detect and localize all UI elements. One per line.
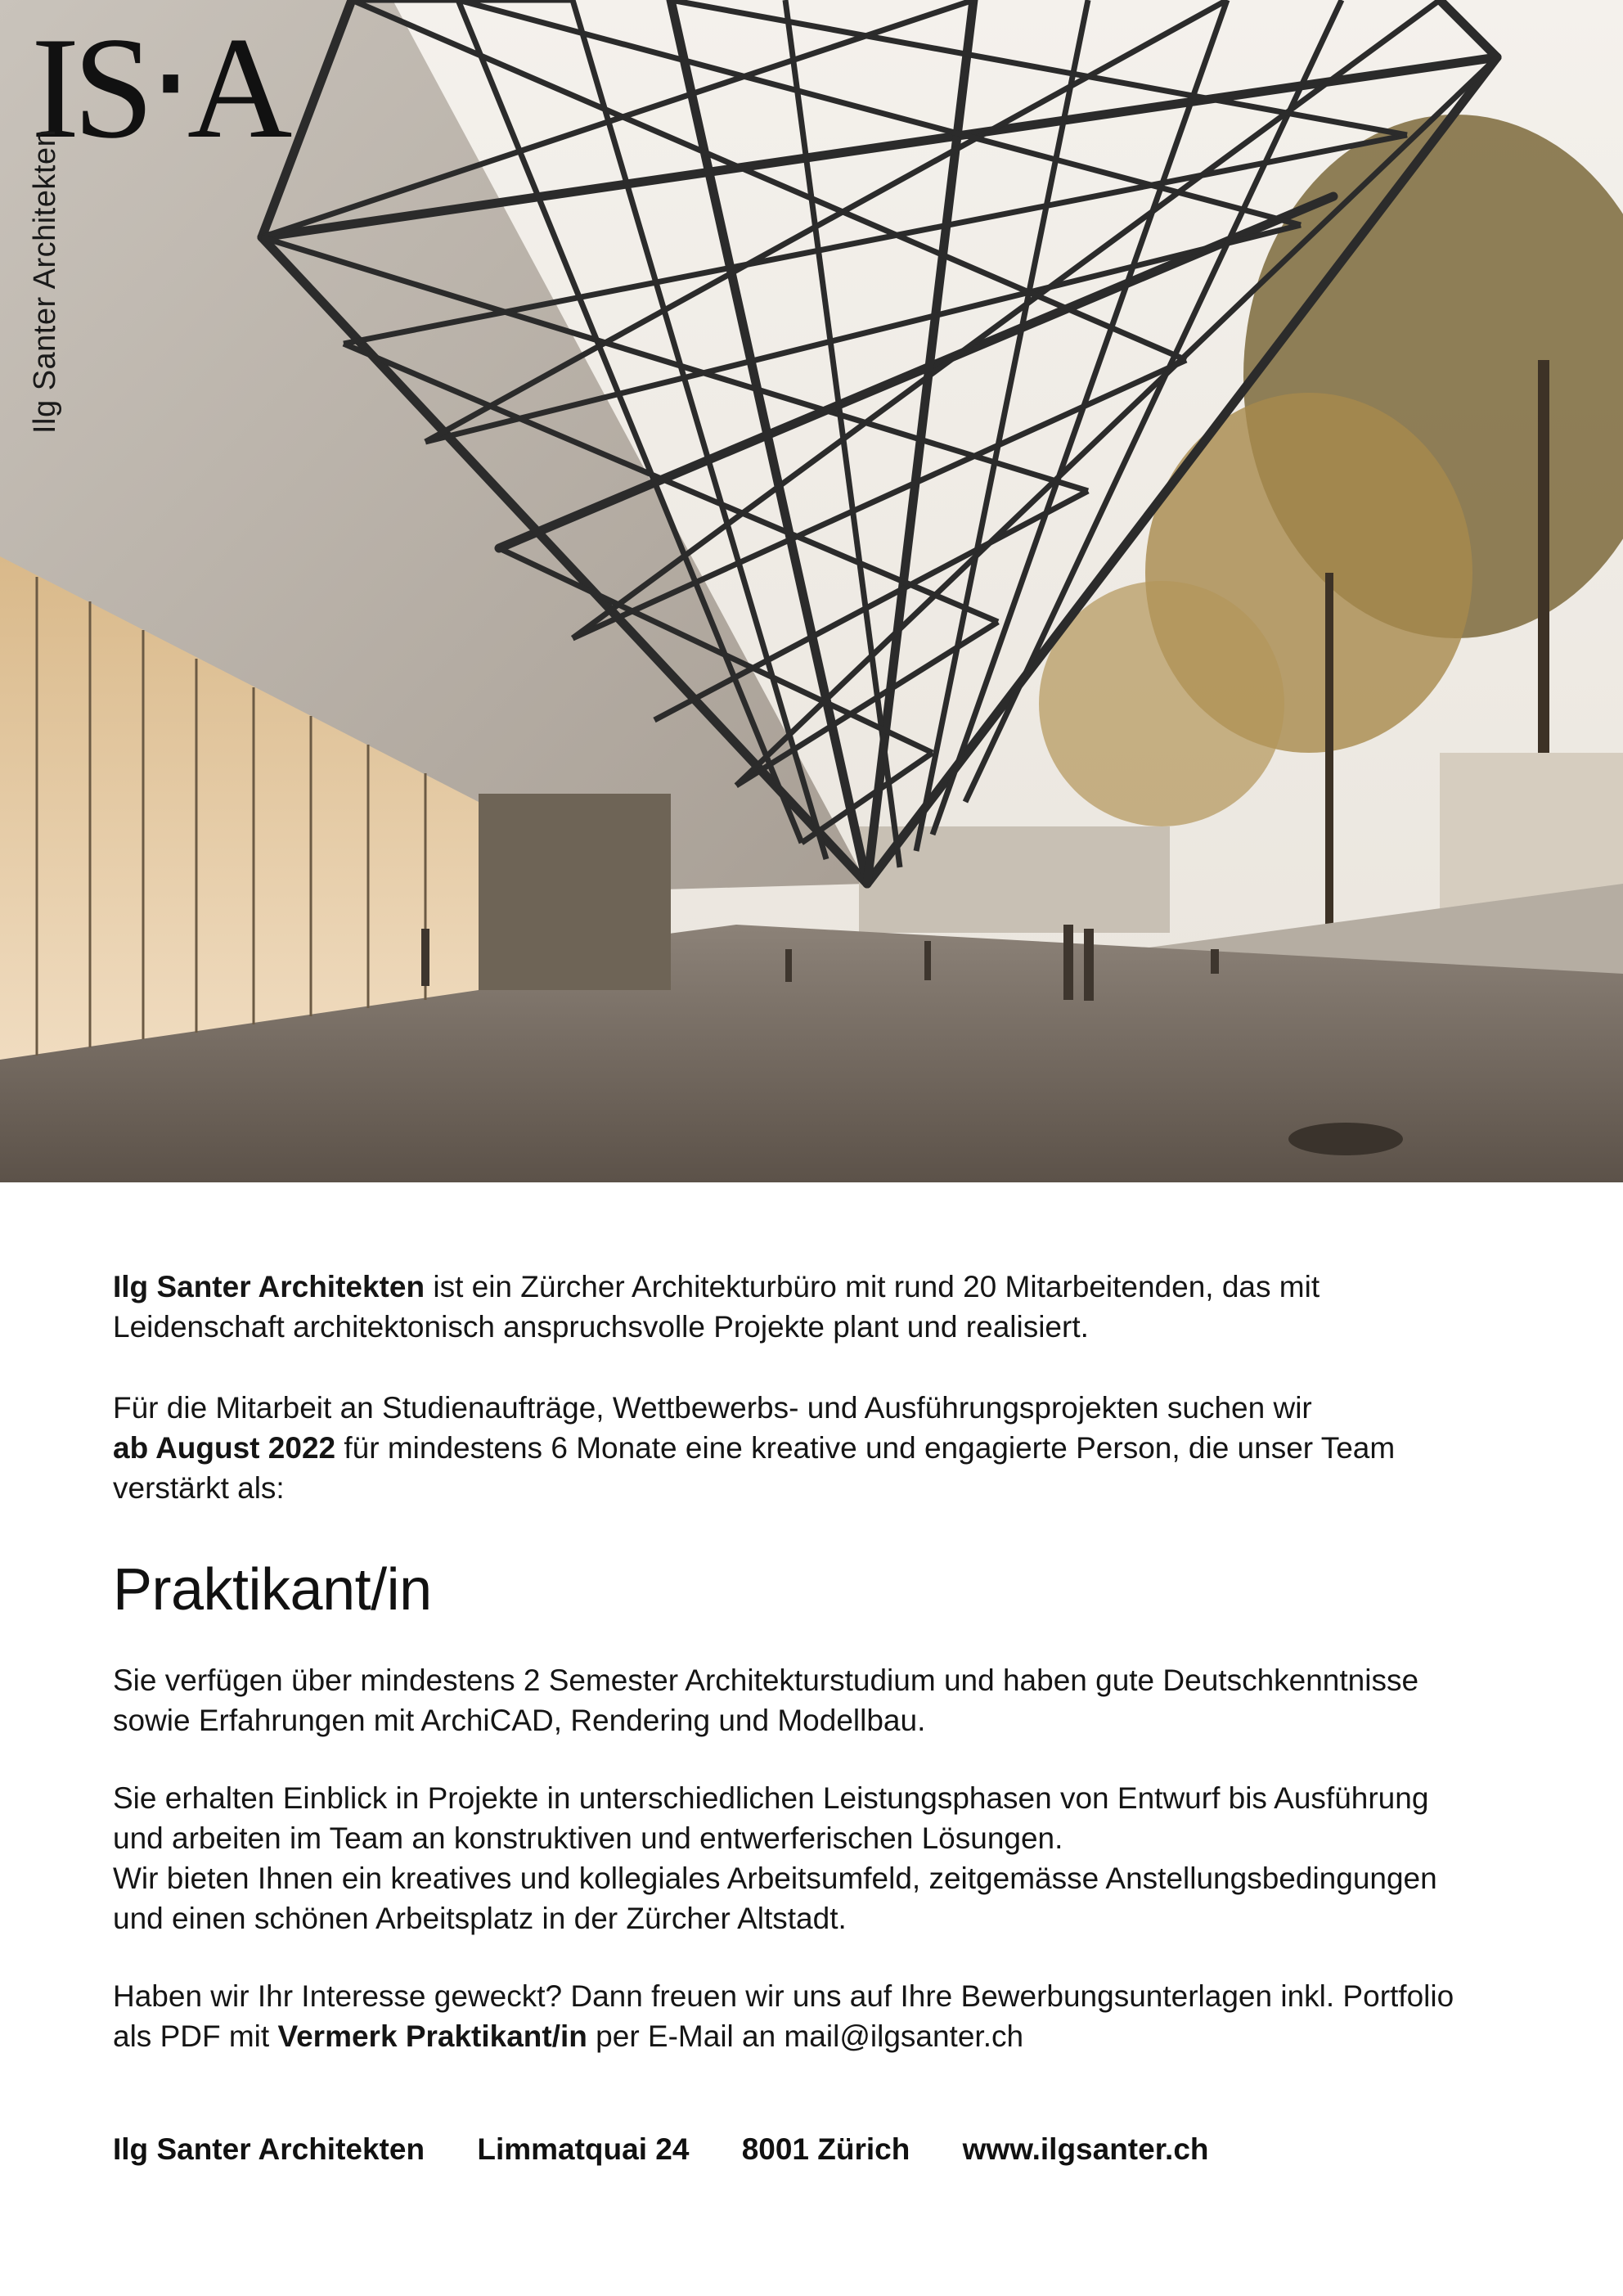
- footer-city: 8001 Zürich: [741, 2132, 910, 2166]
- job-title: Praktikant/in: [113, 1557, 432, 1623]
- footer-contact: [113, 2132, 1253, 2167]
- search-line3: verstärkt als:: [113, 1471, 285, 1505]
- start-date-bold: ab August 2022: [113, 1431, 336, 1465]
- offer-line3: Wir bieten Ihnen ein kreatives und kollegiales Arbeitsumfeld, zeitgemässe Anstellungsbedingungen: [113, 1862, 1437, 1895]
- offer-line4: und einen schönen Arbeitsplatz in der Zürcher Altstadt.: [113, 1902, 847, 1935]
- apply-line2-post: per E-Mail an mail@ilgsanter.ch: [587, 2019, 1024, 2053]
- offer-paragraph: [113, 1778, 1520, 1938]
- requirements-paragraph: [113, 1660, 1520, 1740]
- company-name-bold: Ilg Santer Architekten: [113, 1270, 425, 1303]
- offer-line2: und arbeiten im Team an konstruktiven und entwerferischen Lösungen.: [113, 1821, 1063, 1855]
- apply-line1: Haben wir Ihr Interesse geweckt? Dann freuen wir uns auf Ihre Bewerbungsunterlagen inkl. Portfolio: [113, 1979, 1454, 2013]
- intro-line2: Leidenschaft architektonisch anspruchsvolle Projekte plant und realisiert.: [113, 1310, 1089, 1344]
- job-posting-body: [113, 1267, 1520, 2056]
- search-line1: Für die Mitarbeit an Studienaufträge, Wettbewerbs- und Ausführungsprojekten suchen wir: [113, 1391, 1312, 1425]
- search-line2: für mindestens 6 Monate eine kreative und engagierte Person, die unser Team: [335, 1431, 1396, 1465]
- footer-street: Limmatquai 24: [477, 2132, 690, 2166]
- apply-reference-bold: Vermerk Praktikant/in: [277, 2019, 587, 2053]
- requirements-line2: sowie Erfahrungen mit ArchiCAD, Rendering und Modellbau.: [113, 1704, 926, 1737]
- apply-line2-pre: als PDF mit: [113, 2019, 278, 2053]
- search-paragraph: [113, 1388, 1520, 1508]
- apply-paragraph: [113, 1976, 1520, 2056]
- footer-website-link[interactable]: www.ilgsanter.ch: [962, 2132, 1209, 2166]
- intro-paragraph: [113, 1267, 1520, 1347]
- offer-line1: Sie erhalten Einblick in Projekte in unterschiedlichen Leistungsphasen von Entwurf bis Ausführung: [113, 1781, 1429, 1815]
- logo: [31, 7, 286, 169]
- footer-company: Ilg Santer Architekten: [113, 2132, 425, 2166]
- logo-wordmark: IS‧A: [31, 7, 286, 169]
- vertical-company-name: Ilg Santer Architekten: [28, 128, 62, 434]
- requirements-line1: Sie verfügen über mindestens 2 Semester Architekturstudium und haben gute Deutschkenntnisse: [113, 1663, 1419, 1697]
- intro-line1: ist ein Zürcher Architekturbüro mit rund 20 Mitarbeitenden, das mit: [425, 1270, 1320, 1303]
